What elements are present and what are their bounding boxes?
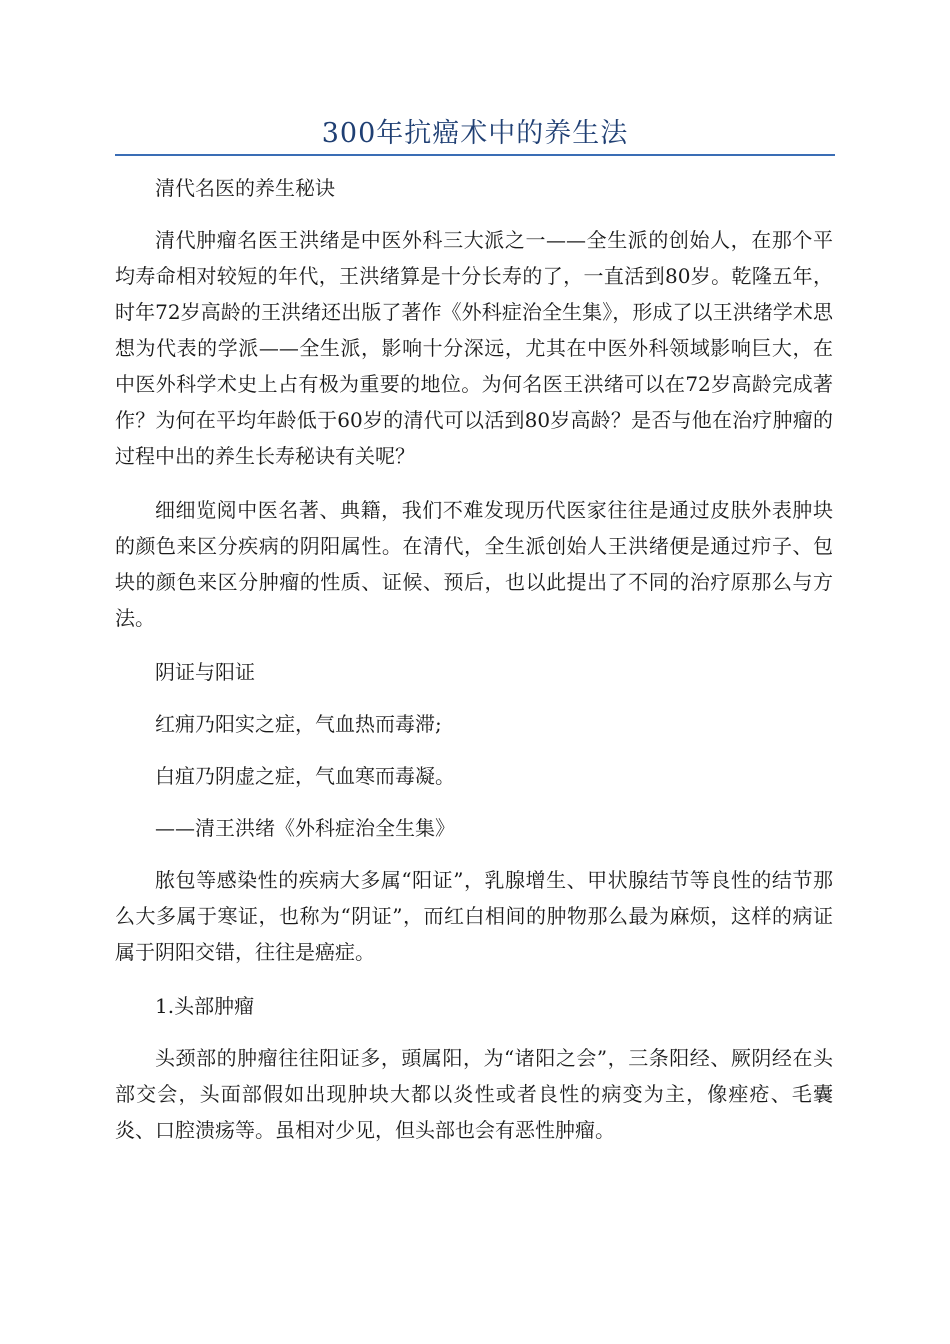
section-heading: 阴证与阳证: [155, 660, 255, 684]
paragraph: 细细览阅中医名著、典籍，我们不难发现历代医家往往是通过皮肤外表肿块的颜色来区分疾病的阴阳属性。在清代，全生派创始人王洪绪便是通过疖子、包块的颜色来区分肿瘤的性质、证候、预后，也以此提出了不同的治疗原那么与方法。: [115, 498, 833, 630]
quote-line: 白疽乃阴虚之症，气血寒而毒凝。: [155, 764, 455, 788]
document-body: [115, 170, 833, 1166]
paragraph: 清代肿瘤名医王洪绪是中医外科三大派之一——全生派的创始人，在那个平均寿命相对较短的年代，王洪绪算是十分长寿的了，一直活到80岁。乾隆五年，时年72岁高龄的王洪绪还出版了著作《外科症治全生集》，形成了以王洪绪学术思想为代表的学派——全生派，影响十分深远，尤其在中医外科领域影响巨大，在中医外科学术史上占有极为重要的地位。为何名医王洪绪可以在72岁高龄完成著作？为何在平均年龄低于60岁的清代可以活到80岁高龄？是否与他在治疗肿瘤的过程中出的养生长寿秘诀有关呢？: [115, 228, 833, 468]
quote-attribution: ——清王洪绪《外科症治全生集》: [155, 816, 455, 840]
paragraph: 头颈部的肿瘤往往阳证多，頭属阳，为“诸阳之会”，三条阳经、厥阴经在头部交会，头面部假如出现肿块大都以炎性或者良性的病变为主，像痤疮、毛囊炎、口腔溃疡等。虽相对少见，但头部也会有恶性肿瘤。: [115, 1046, 833, 1142]
title-underline: [115, 154, 835, 156]
quote-line: 红痈乃阳实之症，气血热而毒滞;: [155, 712, 442, 736]
paragraph: 脓包等感染性的疾病大多属“阳证”，乳腺增生、甲状腺结节等良性的结节那么大多属于寒证，也称为“阴证”，而红白相间的肿物那么最为麻烦，这样的病证属于阴阳交错，往往是癌症。: [115, 868, 833, 964]
section-heading: 清代名医的养生秘诀: [155, 176, 335, 200]
section-heading: 1.头部肿瘤: [155, 994, 255, 1018]
page-title: 300年抗癌术中的养生法: [321, 118, 629, 149]
